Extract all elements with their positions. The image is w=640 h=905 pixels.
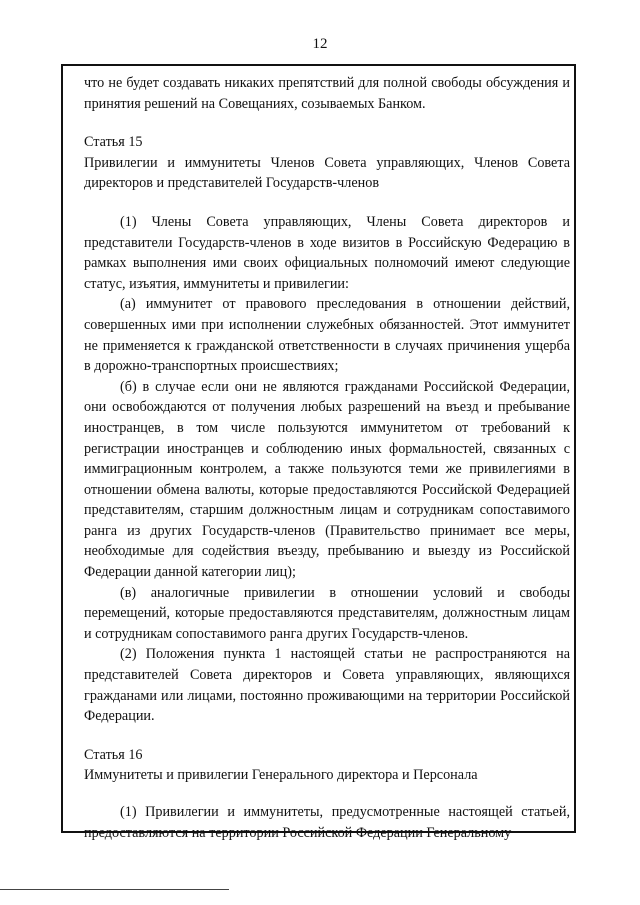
article-15-title: Привилегии и иммунитеты Членов Совета управляющих, Членов Совета директоров и представителей Государств-членов — [84, 154, 570, 192]
article-15-paragraph-2: (2) Положения пункта 1 настоящей статьи не распространяются на представителей Совета директоров и Совета управляющих, являющихся гражданами или лицами, постоянно проживающими на территории Российской Федерации. — [84, 646, 570, 725]
article-16-paragraph-1: (1) Привилегии и иммунитеты, предусмотренные настоящей статьей, предоставляются на территории Российской Федерации Генеральному — [84, 804, 570, 841]
article-16-label: Статья 16 — [84, 746, 143, 763]
article-15-item-a: (а) иммунитет от правового преследования в отношении действий, совершенных ими при исполнении служебных обязанностей. Этот иммунитет не применяется к гражданской ответственности в случаях причинения ущерба в дорожно-транспортных происшествиях; — [84, 296, 570, 375]
continuation-paragraph: что не будет создавать никаких препятствий для полной свободы обсуждения и принятия решений на Совещаниях, созываемых Банком. — [84, 75, 570, 112]
article-16-title: Иммунитеты и привилегии Генерального директора и Персонала — [84, 767, 478, 784]
article-15-item-b: (б) в случае если они не являются гражданами Российской Федерации, они освобождаются от получения любых разрешений на въезд и пребывание иностранцев, в том числе пользуются иммунитетом от требований к регистрации иностранцев и соблюдению иных формальностей, связанных с иммиграционным контролем, а также пользуются теми же привилегиями в отношении обмена валюты, которые предоставляются Российской Федерацией представителям, старшим должностным лицам и сотрудникам сопоставимого ранга из других Государств-членов (Правительство принимает все меры, необходимые для содействия въезду, пребыванию и выезду из Российской Федерации данной категории лиц); — [84, 378, 570, 581]
article-15-paragraph-1: (1) Члены Совета управляющих, Члены Совета директоров и представители Государств-членов в ходе визитов в Российскую Федерацию в рамках выполнения ими своих официальных полномочий имеют следующие статус, изъятия, иммунитеты и привилегии: — [84, 213, 570, 292]
page-number: 12 — [312, 36, 328, 52]
document-body — [84, 73, 570, 843]
article-15-label: Статья 15 — [84, 134, 143, 151]
article-15-item-c: (в) аналогичные привилегии в отношении условий и свободы перемещений, которые предоставляются представителям, должностным лицам и сотрудникам сопоставимого ранга других Государств-членов. — [84, 584, 570, 642]
footnote-rule — [0, 889, 229, 890]
